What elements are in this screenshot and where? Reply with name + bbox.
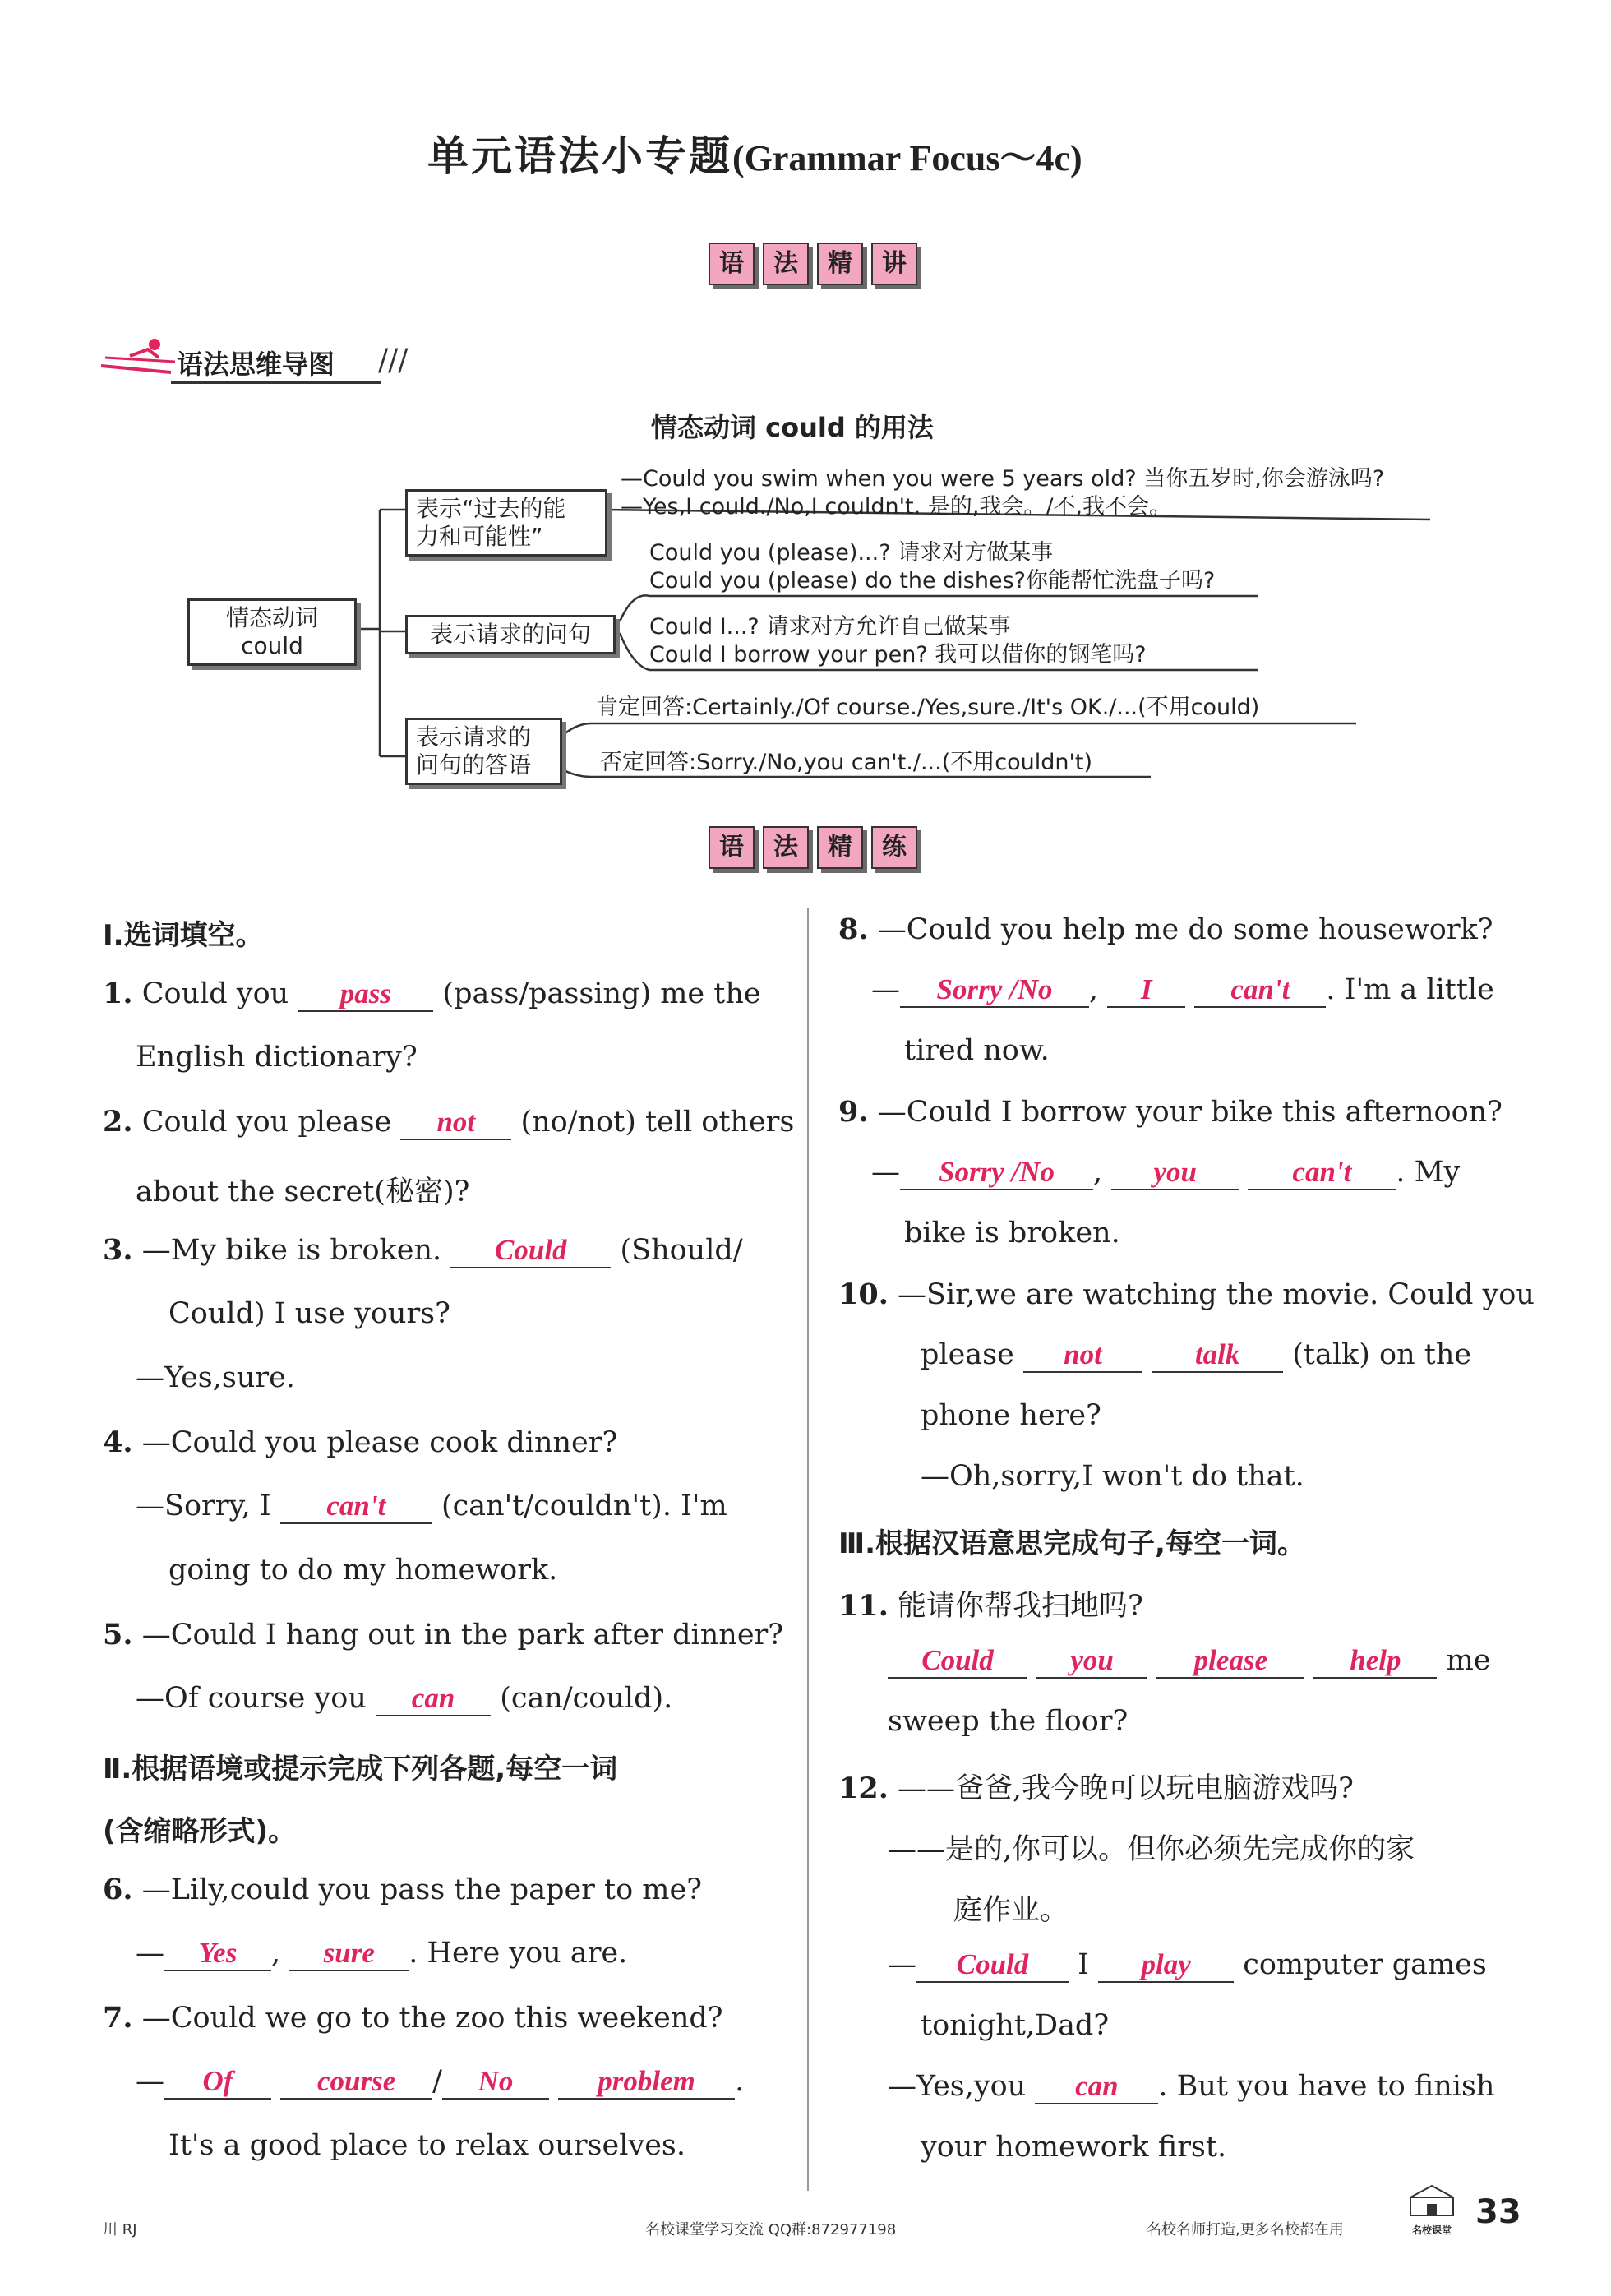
- mindmap-line: Could you (please)...? 请求对方做某事: [649, 540, 1054, 566]
- answer-blank[interactable]: Sorry /No: [900, 1156, 1093, 1190]
- question-7-cont: It's a good place to relax ourselves.: [168, 2129, 685, 2162]
- question-12-reply: ——是的,你可以。但你必须先完成你的家: [888, 1833, 1415, 1866]
- question-5: 5. —Could I hang out in the park after dinner?: [103, 1618, 784, 1652]
- section-3-heading: Ⅲ.根据汉语意思完成句子,每空一词。: [838, 1527, 1305, 1560]
- branch2-label: 表示请求的问句: [429, 621, 591, 648]
- mindmap-branch-request: [405, 615, 616, 654]
- answer-blank[interactable]: help: [1313, 1644, 1437, 1679]
- question-12-answer: — Could I play computer games: [888, 1948, 1487, 1981]
- question-5-reply: —Of course you can (can/could).: [136, 1682, 673, 1715]
- question-4-cont: going to do my homework.: [168, 1554, 558, 1587]
- question-11: 11. 能请你帮我扫地吗?: [838, 1589, 1143, 1623]
- question-3: 3. —My bike is broken. Could (Should/: [103, 1233, 743, 1267]
- branch1-line2: 力和可能性”: [416, 523, 543, 550]
- mindmap-branch-answers: [405, 718, 562, 785]
- answer-blank[interactable]: Of: [164, 2065, 271, 2100]
- root-line1: 情态动词: [225, 604, 318, 631]
- question-12: 12. ——爸爸,我今晚可以玩电脑游戏吗?: [838, 1772, 1354, 1805]
- answer-blank[interactable]: can: [1035, 2070, 1158, 2104]
- question-2-cont: about the secret(秘密)?: [136, 1176, 470, 1208]
- answer-blank[interactable]: Yes: [164, 1937, 271, 1971]
- badge-char: 法: [763, 243, 809, 285]
- answer-blank[interactable]: No: [442, 2065, 549, 2100]
- mindmap-root: [187, 598, 357, 666]
- logo-text: 名校课堂: [1411, 2224, 1452, 2236]
- title-en: (Grammar Focus～4c): [732, 138, 1082, 178]
- question-12-end: your homework first.: [921, 2131, 1227, 2164]
- answer-blank[interactable]: can't: [1194, 973, 1326, 1008]
- badge-grammar-practice: [709, 826, 917, 869]
- answer-blank[interactable]: you: [1036, 1644, 1147, 1679]
- title-cn: 单元语法小专题: [427, 132, 732, 180]
- question-9: 9. —Could I borrow your bike this afternoon?: [838, 1095, 1503, 1129]
- badge-char: 语: [709, 243, 755, 285]
- question-8-cont: tired now.: [904, 1034, 1050, 1067]
- question-1: 1. Could you pass (pass/passing) me the: [103, 977, 761, 1010]
- mindmap-section-label: 语法思维导图: [177, 349, 335, 380]
- question-1-cont: English dictionary?: [136, 1041, 418, 1074]
- mindmap-line: Could I...? 请求对方允许自己做某事: [649, 614, 1011, 640]
- question-6-reply: — Yes , sure . Here you are.: [136, 1937, 628, 1970]
- answer-blank[interactable]: sure: [289, 1937, 409, 1971]
- question-12-final: —Yes,you can . But you have to finish: [888, 2070, 1495, 2103]
- answer-blank[interactable]: not: [400, 1106, 511, 1140]
- question-11-cont: sweep the floor?: [888, 1705, 1129, 1738]
- answer-blank[interactable]: you: [1111, 1156, 1239, 1190]
- footer-edition: 川 RJ: [103, 2221, 137, 2238]
- badge-char: 精: [817, 826, 863, 869]
- section-2-heading-cont: (含缩略形式)。: [103, 1815, 297, 1848]
- badge-char: 法: [763, 826, 809, 869]
- answer-blank[interactable]: Could: [450, 1234, 611, 1268]
- answer-blank[interactable]: play: [1098, 1948, 1234, 1983]
- question-8: 8. —Could you help me do some housework?: [838, 912, 1493, 946]
- section-2-heading: Ⅱ.根据语境或提示完成下列各题,每空一词: [103, 1753, 618, 1786]
- badge-char: 语: [709, 826, 755, 869]
- question-12-cont: tonight,Dad?: [921, 2009, 1110, 2042]
- answer-blank[interactable]: not: [1023, 1338, 1142, 1373]
- question-4-reply: —Sorry, I can't (can't/couldn't). I'm: [136, 1490, 727, 1522]
- answer-blank[interactable]: Could: [916, 1948, 1069, 1983]
- question-6: 6. —Lily,could you pass the paper to me?: [103, 1873, 702, 1906]
- question-10-reply: —Oh,sorry,I won't do that.: [921, 1460, 1304, 1493]
- question-12-reply-cont: 庭作业。: [953, 1894, 1069, 1927]
- question-2: 2. Could you please not (no/not) tell others: [103, 1105, 795, 1139]
- question-7-reply: — Of course / No problem .: [136, 2065, 745, 2098]
- question-8-reply: — Sorry /No , I can't . I'm a little: [871, 973, 1494, 1006]
- question-9-reply: — Sorry /No , you can't . My: [871, 1156, 1461, 1189]
- badge-char: 精: [817, 243, 863, 285]
- question-11-blanks: Could you please help me: [888, 1644, 1490, 1679]
- mindmap-line: Could I borrow your pen? 我可以借你的钢笔吗?: [649, 642, 1147, 668]
- badge-char: 讲: [871, 243, 917, 285]
- mindmap-line: 肯定回答:Certainly./Of course./Yes,sure./It's OK./...(不用could): [596, 695, 1260, 720]
- mindmap-line: —Yes,I could./No,I couldn't. 是的,我会。/不,我不会。: [621, 494, 1172, 520]
- mindmap-line: —Could you swim when you were 5 years old? 当你五岁时,你会游泳吗?: [621, 466, 1385, 492]
- branch3-line2: 问句的答语: [416, 751, 532, 778]
- mindmap-title: 情态动词 could 的用法: [651, 412, 934, 443]
- answer-blank[interactable]: can't: [280, 1490, 432, 1524]
- answer-blank[interactable]: Could: [888, 1644, 1027, 1679]
- question-3-reply: —Yes,sure.: [136, 1361, 295, 1394]
- page-number: 33: [1475, 2193, 1521, 2231]
- answer-blank[interactable]: problem: [558, 2065, 735, 2100]
- answer-blank[interactable]: course: [280, 2065, 432, 2100]
- badge-char: 练: [871, 826, 917, 869]
- section-1-heading: Ⅰ.选词填空。: [103, 919, 264, 952]
- question-7: 7. —Could we go to the zoo this weekend?: [103, 2001, 723, 2035]
- question-3-cont: Could) I use yours?: [168, 1297, 450, 1330]
- slash-decoration: ///: [378, 344, 409, 377]
- branch3-line1: 表示请求的: [416, 723, 532, 751]
- answer-blank[interactable]: can't: [1248, 1156, 1396, 1190]
- answer-blank[interactable]: Sorry /No: [900, 973, 1089, 1008]
- question-10-cont2: phone here?: [921, 1399, 1101, 1432]
- answer-blank[interactable]: pass: [298, 977, 433, 1012]
- answer-blank[interactable]: I: [1107, 973, 1185, 1008]
- question-10: 10. —Sir,we are watching the movie. Could you: [838, 1277, 1535, 1311]
- root-line2: could: [241, 632, 303, 659]
- question-4: 4. —Could you please cook dinner?: [103, 1425, 618, 1459]
- question-9-cont: bike is broken.: [904, 1217, 1120, 1250]
- mindmap-branch-past-ability: [405, 489, 607, 557]
- answer-blank[interactable]: can: [376, 1682, 491, 1716]
- column-divider: [807, 908, 809, 2191]
- answer-blank[interactable]: talk: [1152, 1338, 1283, 1373]
- footer-slogan: 名校名师打造,更多名校都在用: [1147, 2221, 1344, 2238]
- footer-qq: 名校课堂学习交流 QQ群:872977198: [645, 2221, 897, 2238]
- question-10-cont: please not talk (talk) on the: [921, 1338, 1472, 1371]
- branch1-line1: 表示“过去的能: [416, 495, 566, 522]
- answer-blank[interactable]: please: [1156, 1644, 1304, 1679]
- logo-icon: [1407, 2183, 1456, 2236]
- mindmap-line: Could you (please) do the dishes?你能帮忙洗盘子吗?: [649, 568, 1216, 594]
- mindmap-line: 否定回答:Sorry./No,you can't./...(不用couldn't): [600, 750, 1093, 775]
